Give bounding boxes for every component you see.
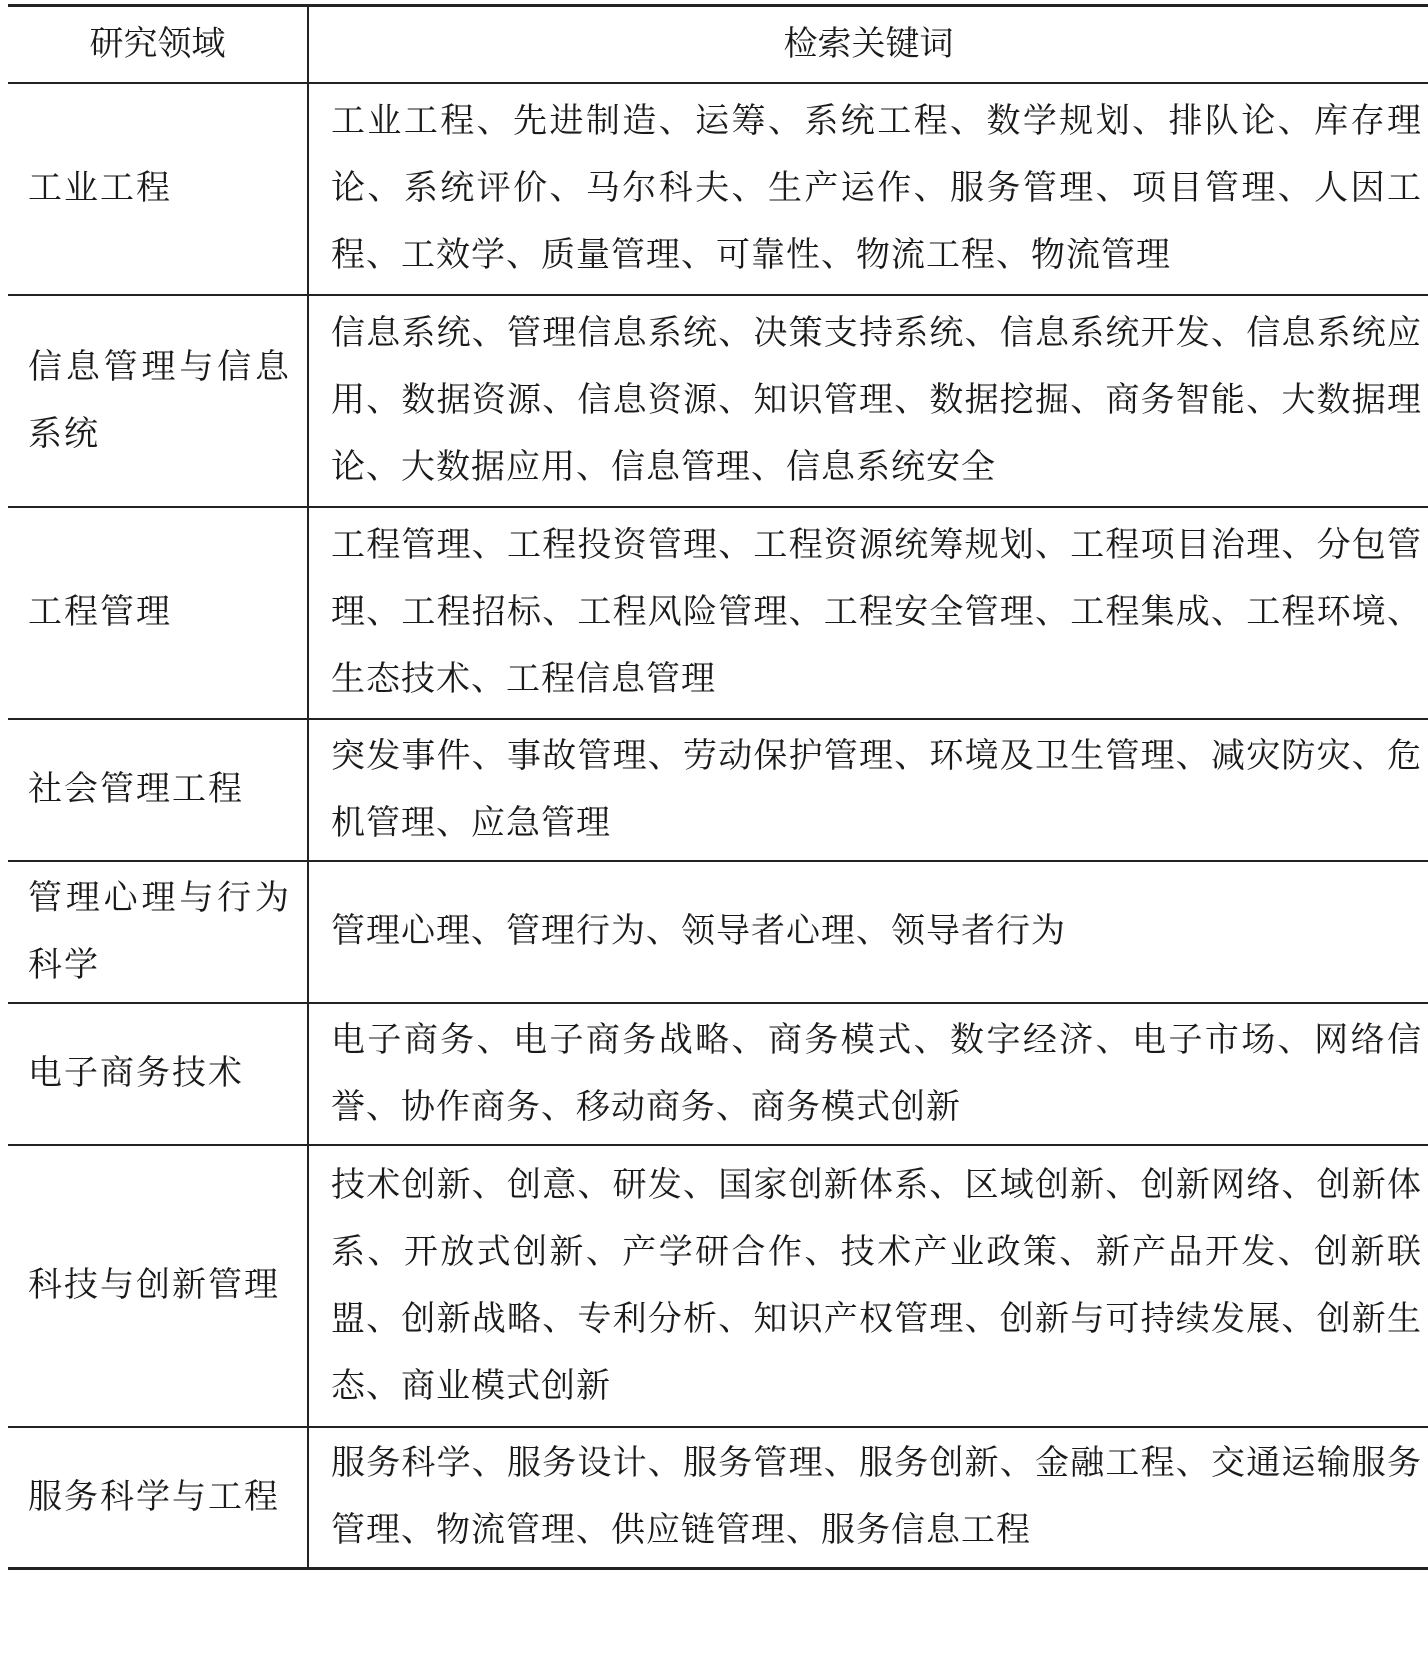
research-field-cell: 工业工程 [8, 83, 308, 295]
keywords-cell: 工程管理、工程投资管理、工程资源统筹规划、工程项目治理、分包管理、工程招标、工程风险管理、工程安全管理、工程集成、工程环境、生态技术、工程信息管理 [308, 507, 1428, 719]
table-header [8, 6, 1428, 83]
research-field-cell: 科技与创新管理 [8, 1145, 308, 1427]
research-field-cell: 工程管理 [8, 507, 308, 719]
keywords-cell: 管理心理、管理行为、领导者心理、领导者行为 [308, 861, 1428, 1003]
keywords-cell: 电子商务、电子商务战略、商务模式、数字经济、电子市场、网络信誉、协作商务、移动商务、商务模式创新 [308, 1003, 1428, 1145]
keywords-cell: 技术创新、创意、研发、国家创新体系、区域创新、创新网络、创新体系、开放式创新、产学研合作、技术产业政策、新产品开发、创新联盟、创新战略、专利分析、知识产权管理、创新与可持续发展、创新生态、商业模式创新 [308, 1145, 1428, 1427]
table-row [8, 83, 1428, 295]
research-field-cell: 信息管理与信息系统 [8, 295, 308, 507]
table-row [8, 861, 1428, 1003]
table-row [8, 1003, 1428, 1145]
table-row [8, 719, 1428, 861]
header-research-field: 研究领域 [8, 6, 308, 83]
keyword-table [8, 4, 1428, 1570]
table-body [8, 83, 1428, 1569]
research-field-cell: 电子商务技术 [8, 1003, 308, 1145]
keywords-cell: 服务科学、服务设计、服务管理、服务创新、金融工程、交通运输服务管理、物流管理、供应链管理、服务信息工程 [308, 1427, 1428, 1569]
research-field-cell: 管理心理与行为科学 [8, 861, 308, 1003]
header-search-keywords: 检索关键词 [308, 6, 1428, 83]
table-row [8, 295, 1428, 507]
keywords-cell: 突发事件、事故管理、劳动保护管理、环境及卫生管理、减灾防灾、危机管理、应急管理 [308, 719, 1428, 861]
header-row [8, 6, 1428, 83]
table-row [8, 507, 1428, 719]
table-row [8, 1145, 1428, 1427]
research-field-cell: 服务科学与工程 [8, 1427, 308, 1569]
research-field-cell: 社会管理工程 [8, 719, 308, 861]
keywords-cell: 工业工程、先进制造、运筹、系统工程、数学规划、排队论、库存理论、系统评价、马尔科夫、生产运作、服务管理、项目管理、人因工程、工效学、质量管理、可靠性、物流工程、物流管理 [308, 83, 1428, 295]
keywords-cell: 信息系统、管理信息系统、决策支持系统、信息系统开发、信息系统应用、数据资源、信息资源、知识管理、数据挖掘、商务智能、大数据理论、大数据应用、信息管理、信息系统安全 [308, 295, 1428, 507]
table-row [8, 1427, 1428, 1569]
